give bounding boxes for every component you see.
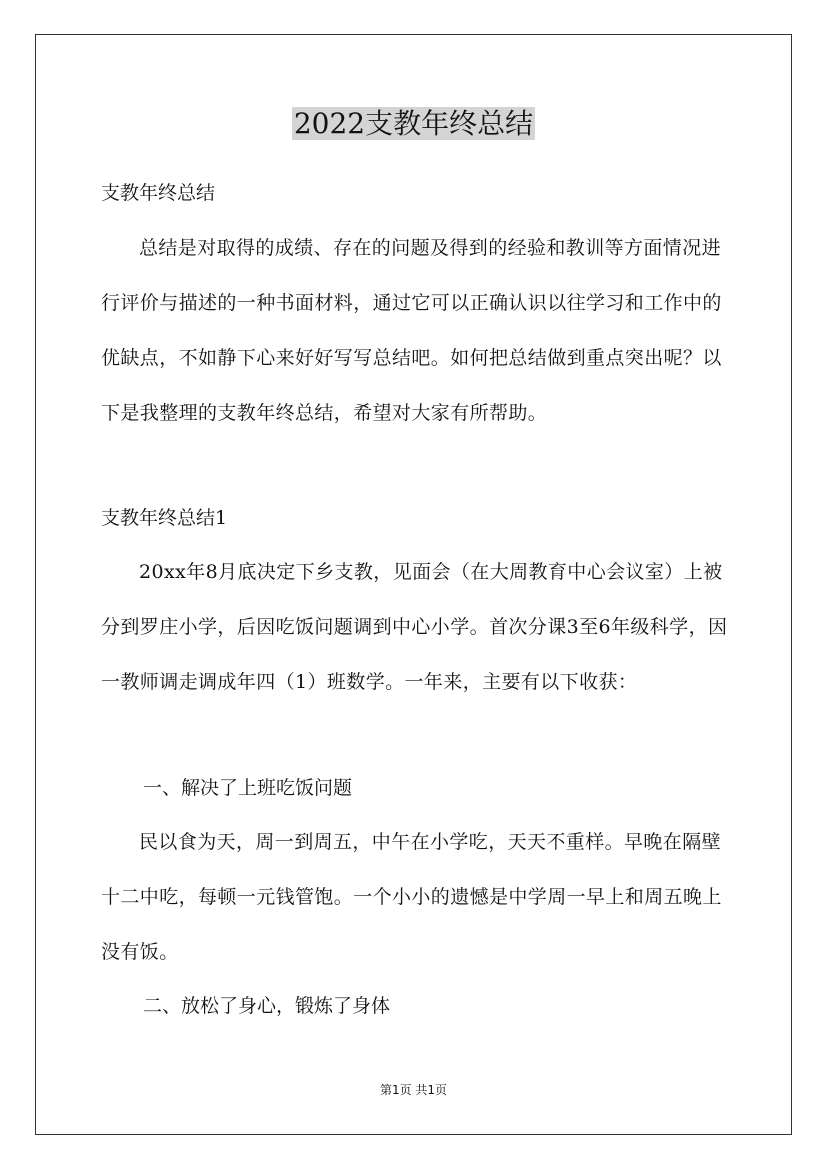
document-title — [0, 104, 827, 144]
point-heading-2: 二、放松了身心，锻炼了身体 — [143, 995, 391, 1017]
section-heading: 支教年终总结1 — [101, 507, 228, 529]
section-paragraph-2: 民以食为天，周一到周五，中午在小学吃，天天不重样。早晚在隔壁十二中吃，每顿一元钱管饱。一个小小的遗憾是中学周一早上和周五晚上没有饭。 — [101, 831, 722, 963]
document-title-text: 2022支教年终总结 — [293, 107, 534, 140]
document-subtitle: 支教年终总结 — [101, 182, 216, 204]
intro-paragraph: 总结是对取得的成绩、存在的问题及得到的经验和教训等方面情况进行评价与描述的一种书面材料，通过它可以正确认识以往学习和工作中的优缺点，不如静下心来好好写写总结吧。如何把总结做到重点突出呢？以下是我整理的支教年终总结，希望对大家有所帮助。 — [101, 237, 722, 424]
page-footer: 第1页 共1页 — [379, 1083, 448, 1097]
section-paragraph-1: 20xx年8月底决定下乡支教，见面会（在大周教育中心会议室）上被分到罗庄小学，后因吃饭问题调到中心小学。首次分课3至6年级科学，因一教师调走调成年四（1）班数学。一年来，主要有以下收获： — [101, 561, 728, 693]
point-heading-1: 一、解决了上班吃饭问题 — [143, 777, 353, 799]
